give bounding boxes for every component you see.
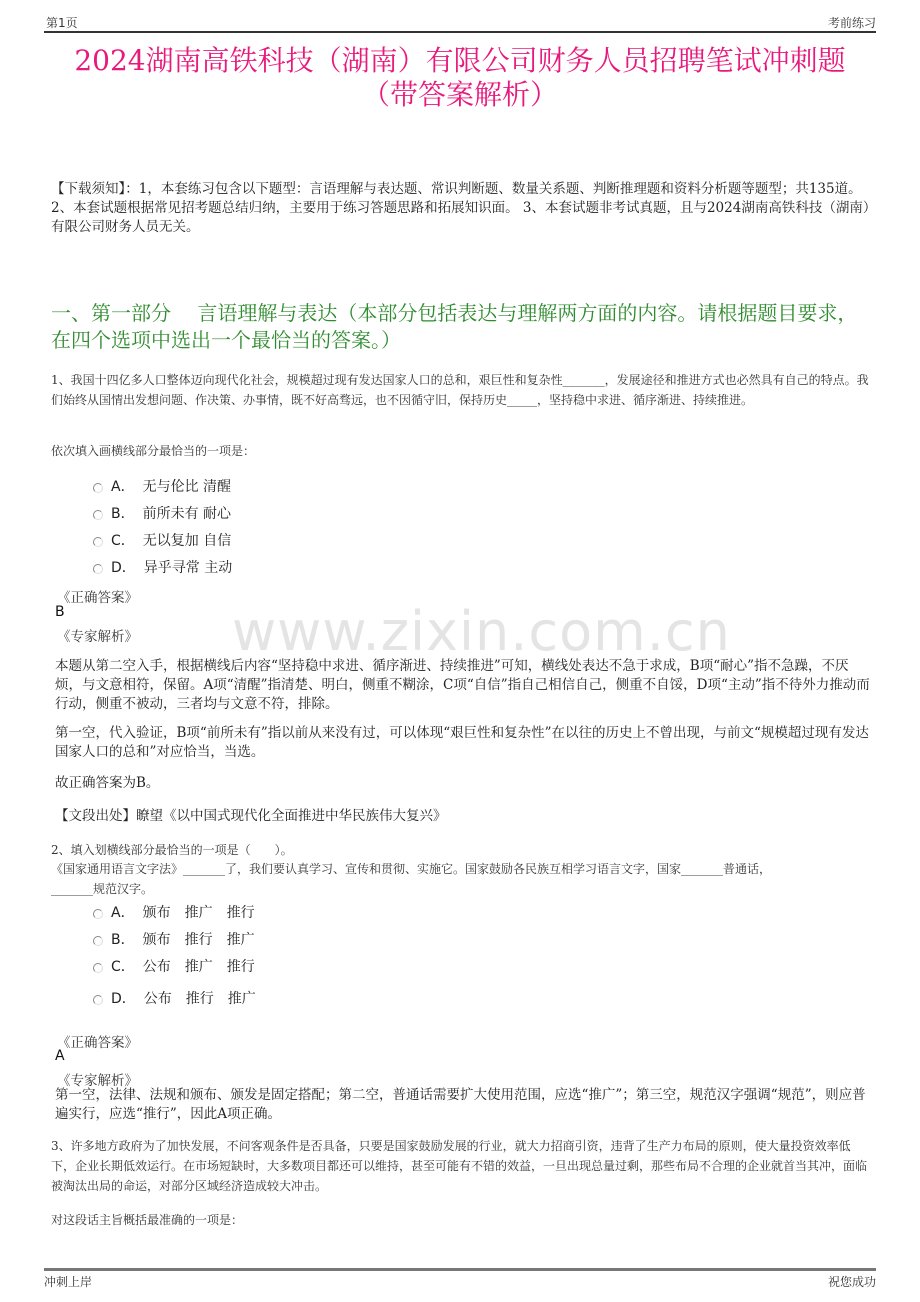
radio-icon[interactable]: [93, 510, 103, 520]
expert-analysis-label: 《专家解析》: [57, 1073, 138, 1089]
question-1-option-b[interactable]: B． 前所未有 耐心: [93, 503, 231, 523]
correct-answer-label: 《正确答案》: [57, 590, 138, 606]
question-2-option-a[interactable]: A． 颁布 推广 推行: [93, 902, 255, 922]
page-number: 第1页: [46, 16, 78, 30]
download-notice: 【下载须知】：1，本套练习包含以下题型：言语理解与表达题、常识判断题、数量关系题、判断推理题和资料分析题等题型；共135道。 2、本套试题根据常见招考题总结归纳，主要用于练习答题思路和拓展知识面。 3、本套试题非考试真题，且与2024湖南高铁科技（湖南）有限公司财务人员无关。: [51, 181, 870, 235]
title-line-1: 2024湖南高铁科技（湖南）有限公司财务人员招聘笔试冲刺题: [74, 44, 846, 77]
question-1-option-c[interactable]: C． 无以复加 自信: [93, 530, 231, 550]
footer-divider: [44, 1268, 876, 1271]
header-label: 考前练习: [827, 16, 876, 30]
analysis-conclusion: 故正确答案为B。: [55, 775, 160, 791]
question-3-stem: 3、许多地方政府为了加快发展，不问客观条件是否具备，只要是国家鼓励发展的行业，就大力招商引资，违背了生产力布局的原则，使大量投资效率低下，企业长期低效运行。在市场短缺时，大多数项目都还可以维持，甚至可能有不错的效益，一旦出现总量过剩，那些布局不合理的企业就首当其冲，面临被淘汰出局的命运，对部分区域经济造成较大冲击。: [51, 1139, 868, 1193]
question-1-option-a[interactable]: A． 无与伦比 清醒: [93, 476, 231, 496]
question-2-analysis: 第一空，法律、法规和颁布、颁发是固定搭配；第二空，普通话需要扩大使用范围，应选“推广”；第三空，规范汉字强调“规范”，则应普遍实行，应选“推行”，因此A项正确。: [55, 1087, 866, 1122]
analysis-paragraph-1: 本题从第二空入手，根据横线后内容“坚持稳中求进、循序渐进、持续推进”可知，横线处表达不急于求成，B项“耐心”指不急躁，不厌烦，与文意相符，保留。A项“清醒”指清楚、明白，侧重不糊涂，C项“自信”指自己相信自己，侧重不自馁，D项“主动”指不待外力推动而行动，侧重不被动，三者均与文意不符，排除。: [55, 658, 870, 712]
title-line-2: （带答案解析）: [361, 78, 558, 111]
correct-answer-label: 《正确答案》: [57, 1035, 138, 1051]
analysis-paragraph-2: 第一空，代入验证，B项“前所未有”指以前从来没有过，可以体现“艰巨性和复杂性”在以往的历史上不曾出现，与前文“规模超过现有发达国家人口的总和”对应恰当，当选。: [55, 725, 869, 760]
footer-right-label: 祝您成功: [827, 1275, 876, 1289]
header-divider: [44, 31, 876, 33]
expert-analysis-label: 《专家解析》: [57, 629, 138, 645]
question-2-option-d[interactable]: D． 公布 推行 推广: [93, 988, 256, 1008]
radio-icon[interactable]: [93, 936, 103, 946]
passage-source: 【文段出处】瞭望《以中国式现代化全面推进中华民族伟大复兴》: [55, 808, 447, 824]
radio-icon[interactable]: [93, 963, 103, 973]
radio-icon[interactable]: [93, 909, 103, 919]
correct-answer: B: [55, 604, 65, 620]
question-3-prompt: 对这段话主旨概括最准确的一项是：: [51, 1213, 244, 1227]
footer-left-label: 冲刺上岸: [44, 1275, 93, 1289]
radio-icon[interactable]: [93, 564, 103, 574]
watermark: www.zixin.com.cn: [232, 600, 731, 663]
question-2-passage: 《国家通用语言文字法》_______了，我们要认真学习、宣传和贯彻、实施它。国家鼓励各民族互相学习语言文字，国家_______普通话，_______规范汉字。: [51, 862, 772, 896]
correct-answer: A: [55, 1048, 65, 1064]
radio-icon[interactable]: [93, 483, 103, 493]
section-heading: 一、第一部分 言语理解与表达（本部分包括表达与理解两方面的内容。请根据题目要求，在四个选项中选出一个最恰当的答案。）: [51, 301, 858, 352]
question-2-option-c[interactable]: C． 公布 推广 推行: [93, 956, 255, 976]
document-title: [40, 44, 880, 112]
question-2-option-b[interactable]: B． 颁布 推行 推广: [93, 929, 255, 949]
question-2-stem: 2、填入划横线部分最恰当的一项是（ ）。: [51, 843, 293, 857]
radio-icon[interactable]: [93, 537, 103, 547]
question-1-prompt: 依次填入画横线部分最恰当的一项是：: [51, 444, 256, 458]
question-1-option-d[interactable]: D． 异乎寻常 主动: [93, 557, 232, 577]
radio-icon[interactable]: [93, 995, 103, 1005]
question-1-stem: 1、我国十四亿多人口整体迈向现代化社会，规模超过现有发达国家人口的总和，艰巨性和复杂性_______，发展途径和推进方式也必然具有自己的特点。我们始终从国情出发想问题、作决策、办事情，既不好高骛远，也不因循守旧，保持历史_____，坚持稳中求进、循序渐进、持续推进。: [51, 373, 869, 407]
